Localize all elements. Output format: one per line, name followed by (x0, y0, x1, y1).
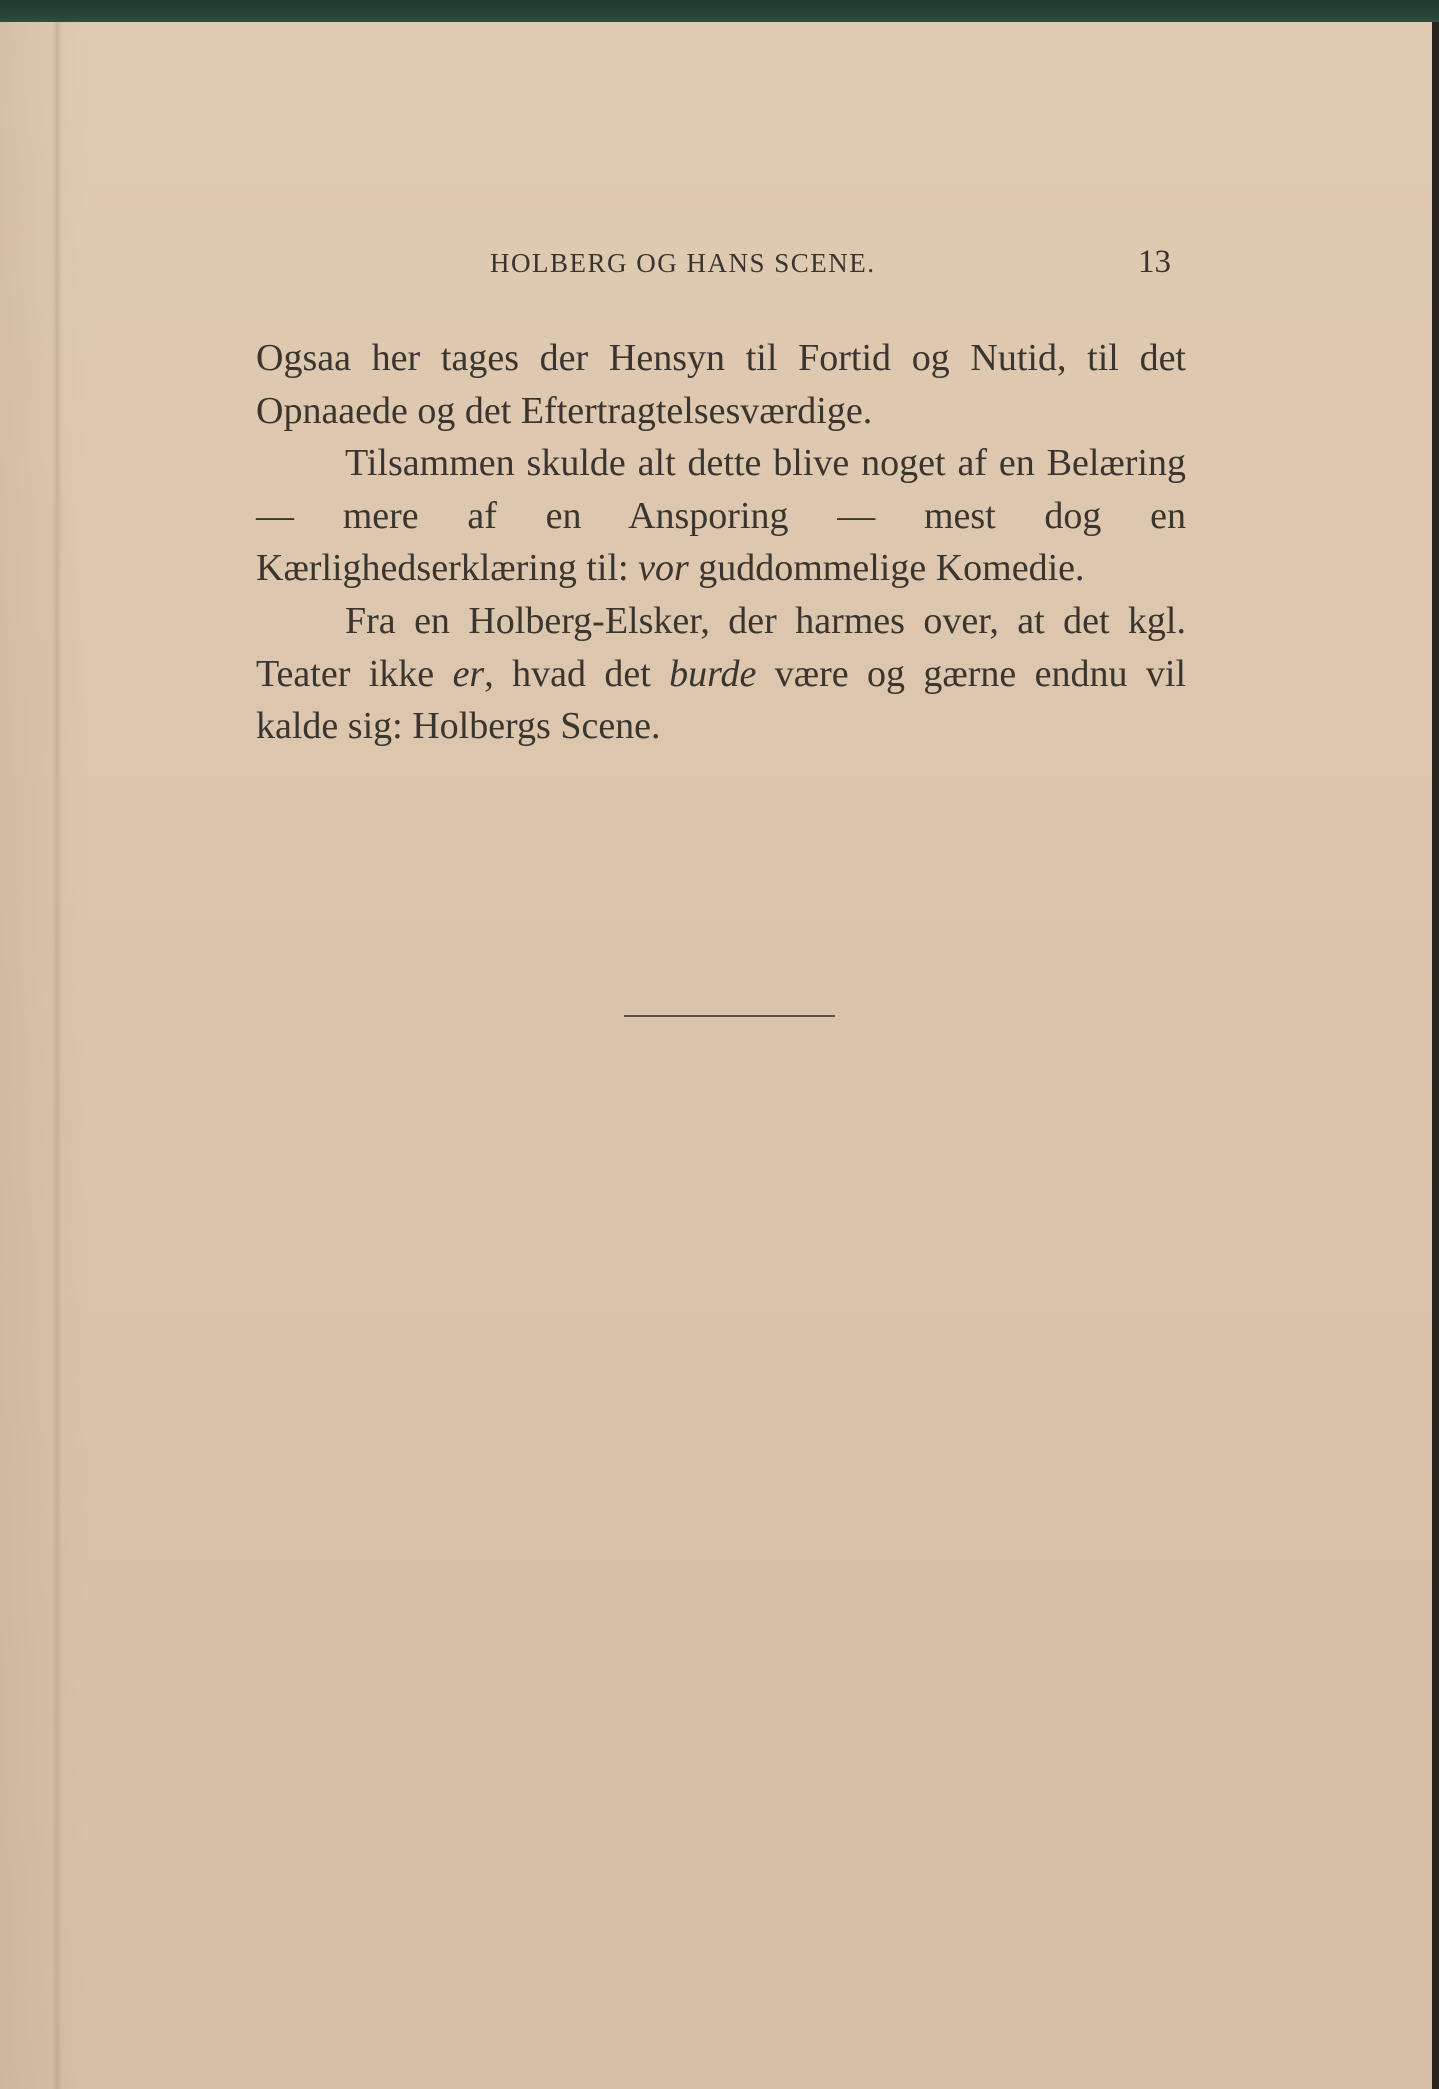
paragraph-3 (256, 595, 1186, 753)
paragraph-3-emphasis-1: er (452, 652, 485, 695)
body-text (256, 332, 1186, 753)
running-head: HOLBERG OG HANS SCENE. (490, 248, 876, 278)
paragraph-2-text: Tilsammen skulde alt dette blive noget af en Belæring — mere af en Ansporing — mest dog en Kærlighedserklæring til: (256, 442, 1186, 590)
paragraph-3-emphasis-2: burde (669, 652, 757, 695)
paragraph-1-text: Ogsaa her tages der Hensyn til Fortid og Nutid, til det Opnaaede og det Eftertragtelsesværdige. (256, 337, 1186, 432)
paragraph-2 (256, 437, 1186, 595)
paragraph-1 (256, 332, 1186, 437)
paragraph-3-text-after: være og gærne endnu vil kalde sig: Holbergs Scene. (256, 652, 1187, 748)
paragraph-2-emphasis: vor (638, 547, 689, 590)
page-edge-shadow (1432, 22, 1439, 2089)
paragraph-3-text: Fra en Holberg-Elsker, der harmes over, at det kgl. Teater ikke (256, 599, 1186, 695)
paragraph-2-text-after: guddommelige Komedie. (688, 547, 1085, 590)
page-gutter (52, 22, 62, 2089)
paragraph-3-text-middle: , hvad det (484, 652, 670, 695)
page-number: 13 (1138, 244, 1171, 280)
section-end-rule (624, 1015, 835, 1017)
